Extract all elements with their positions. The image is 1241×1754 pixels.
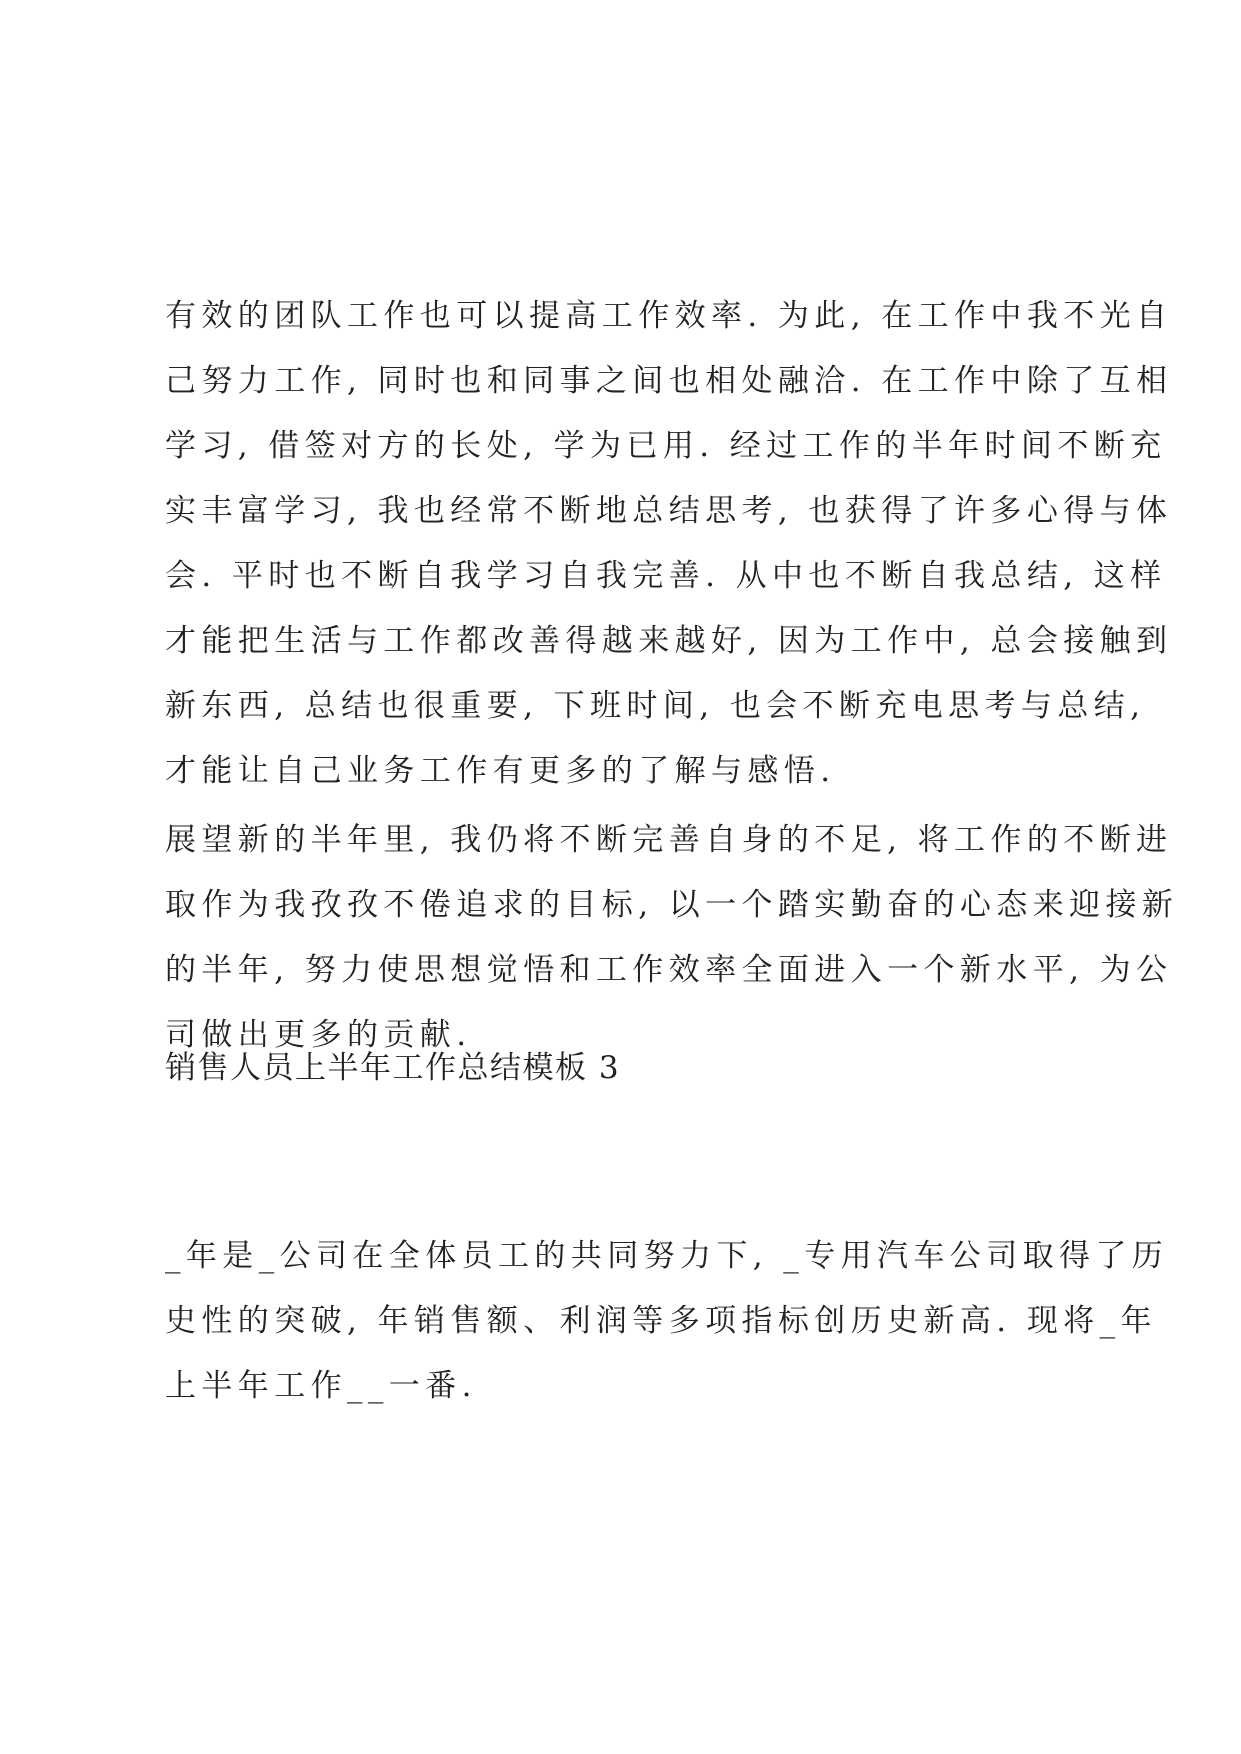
paragraph-line: 展望新的半年里, 我仍将不断完善自身的不足, 将工作的不断进 bbox=[165, 822, 1173, 858]
paragraph-line: 有效的团队工作也可以提高工作效率. 为此, 在工作中我不光自 bbox=[165, 298, 1173, 334]
section-heading-text: 销售人员上半年工作总结模板 3 bbox=[165, 1050, 621, 1086]
paragraph-line: 上半年工作__一番. bbox=[165, 1368, 477, 1404]
paragraph-teamwork bbox=[165, 284, 1173, 804]
paragraph-line: 史性的突破, 年销售额、利润等多项指标创历史新高. 现将_年 bbox=[165, 1303, 1157, 1339]
paragraph-line: 新东西, 总结也很重要, 下班时间, 也会不断充电思考与总结, bbox=[165, 688, 1146, 724]
paragraph-line: 实丰富学习, 我也经常不断地总结思考, 也获得了许多心得与体 bbox=[165, 493, 1173, 529]
paragraph-line: _年是_公司在全体员工的共同努力下, _专用汽车公司取得了历 bbox=[165, 1238, 1169, 1274]
paragraph-outlook bbox=[165, 808, 1179, 1068]
paragraph-line: 会. 平时也不断自我学习自我完善. 从中也不断自我总结, 这样 bbox=[165, 558, 1167, 594]
paragraph-line: 取作为我孜孜不倦追求的目标, 以一个踏实勤奋的心态来迎接新 bbox=[165, 887, 1179, 923]
paragraph-line: 学习, 借签对方的长处, 学为已用. 经过工作的半年时间不断充 bbox=[165, 428, 1167, 464]
paragraph-line: 的半年, 努力使思想觉悟和工作效率全面进入一个新水平, 为公 bbox=[165, 952, 1173, 988]
paragraph-company-intro bbox=[165, 1224, 1169, 1419]
paragraph-line: 才能让自己业务工作有更多的了解与感悟. bbox=[165, 753, 836, 789]
section-heading bbox=[165, 1036, 1095, 1101]
paragraph-line: 才能把生活与工作都改善得越来越好, 因为工作中, 总会接触到 bbox=[165, 623, 1173, 659]
paragraph-line: 司做出更多的贡献. bbox=[165, 1017, 472, 1053]
paragraph-line: 己努力工作, 同时也和同事之间也相处融洽. 在工作中除了互相 bbox=[165, 363, 1173, 399]
